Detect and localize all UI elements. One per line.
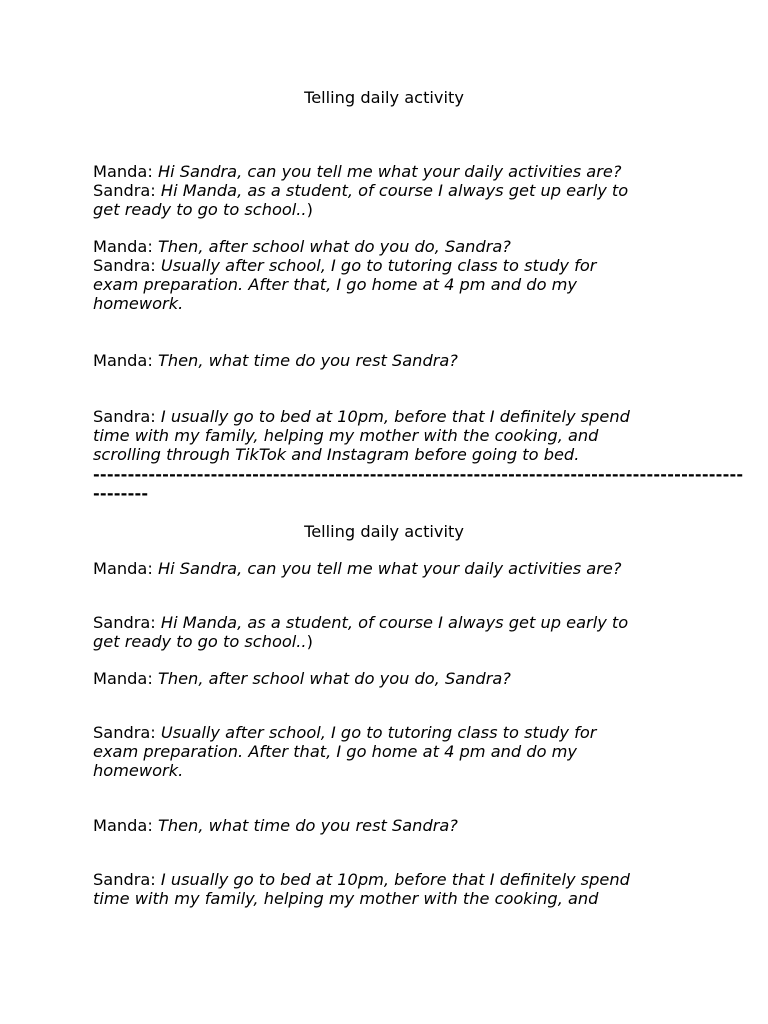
dialogue-line xyxy=(93,445,693,464)
dialogue-line xyxy=(93,559,693,578)
dialogue-line xyxy=(93,613,693,632)
speech-text: time with my family, helping my mother with the cooking, and xyxy=(93,426,599,445)
speaker-label: Manda: xyxy=(93,669,153,688)
dialogue-line xyxy=(93,669,693,688)
dialogue-line xyxy=(93,426,693,445)
speaker-label: Sandra: xyxy=(93,407,156,426)
speaker-label: Sandra: xyxy=(93,870,156,889)
speech-text: Then, after school what do you do, Sandra? xyxy=(157,237,511,256)
section2-dialogue-block-1 xyxy=(93,559,693,578)
section1-dialogue-block-1 xyxy=(93,162,693,219)
speech-text: homework. xyxy=(93,761,184,780)
section1-dialogue-block-2 xyxy=(93,237,693,313)
dialogue-line xyxy=(93,351,693,370)
speaker-label: Manda: xyxy=(93,162,153,181)
speech-text: get ready to go to school.. xyxy=(93,632,307,651)
speaker-label: Manda: xyxy=(93,237,153,256)
section1-dialogue-block-3 xyxy=(93,351,693,370)
dialogue-line xyxy=(93,870,693,889)
dialogue-line xyxy=(93,256,693,275)
speaker-label: Manda: xyxy=(93,351,153,370)
speaker-label: Manda: xyxy=(93,816,153,835)
dialogue-line xyxy=(93,761,693,780)
speaker-label: Sandra: xyxy=(93,613,156,632)
speaker-label: Sandra: xyxy=(93,256,156,275)
section2-dialogue-block-2 xyxy=(93,613,693,651)
dialogue-line xyxy=(93,407,693,426)
speech-text: exam preparation. After that, I go home at 4 pm and do my xyxy=(93,275,577,294)
speech-text: Then, what time do you rest Sandra? xyxy=(157,816,458,835)
dialogue-line xyxy=(93,162,693,181)
speech-text: Hi Manda, as a student, of course I always get up early to xyxy=(160,613,629,632)
dialogue-line xyxy=(93,742,693,761)
section1-dialogue-block-4 xyxy=(93,407,693,464)
separator-line-1: ---------------------------------------------------------------------------------------------- xyxy=(93,465,744,484)
section2-dialogue-block-4 xyxy=(93,723,693,780)
speaker-label: Sandra: xyxy=(93,723,156,742)
dialogue-line xyxy=(93,632,693,651)
speech-text: Usually after school, I go to tutoring class to study for xyxy=(160,256,597,275)
speech-text: Then, after school what do you do, Sandra? xyxy=(157,669,511,688)
speech-text: time with my family, helping my mother with the cooking, and xyxy=(93,889,599,908)
speaker-label: Sandra: xyxy=(93,181,156,200)
speech-text: exam preparation. After that, I go home at 4 pm and do my xyxy=(93,742,577,761)
speaker-label: Manda: xyxy=(93,559,153,578)
section2-title: Telling daily activity xyxy=(304,522,464,541)
dialogue-line xyxy=(93,816,693,835)
section1-title: Telling daily activity xyxy=(304,88,464,107)
separator-line-2: -------- xyxy=(93,484,149,503)
section2-dialogue-block-6 xyxy=(93,870,693,908)
speech-text: I usually go to bed at 10pm, before that I definitely spend xyxy=(160,870,630,889)
dialogue-line xyxy=(93,200,693,219)
speech-text: I usually go to bed at 10pm, before that I definitely spend xyxy=(160,407,630,426)
dialogue-line xyxy=(93,237,693,256)
speech-text: Hi Manda, as a student, of course I always get up early to xyxy=(160,181,629,200)
dialogue-line xyxy=(93,275,693,294)
speech-text: homework. xyxy=(93,294,184,313)
speech-text: Then, what time do you rest Sandra? xyxy=(157,351,458,370)
closing-paren: ) xyxy=(306,200,313,219)
dialogue-line xyxy=(93,181,693,200)
speech-text: Hi Sandra, can you tell me what your daily activities are? xyxy=(157,162,622,181)
dialogue-line xyxy=(93,889,693,908)
dialogue-line xyxy=(93,723,693,742)
speech-text: scrolling through TikTok and Instagram before going to bed. xyxy=(93,445,580,464)
speech-text: Usually after school, I go to tutoring class to study for xyxy=(160,723,597,742)
section2-dialogue-block-3 xyxy=(93,669,693,688)
speech-text: Hi Sandra, can you tell me what your daily activities are? xyxy=(157,559,622,578)
dialogue-line xyxy=(93,294,693,313)
section2-dialogue-block-5 xyxy=(93,816,693,835)
closing-paren: ) xyxy=(306,632,313,651)
speech-text: get ready to go to school.. xyxy=(93,200,307,219)
